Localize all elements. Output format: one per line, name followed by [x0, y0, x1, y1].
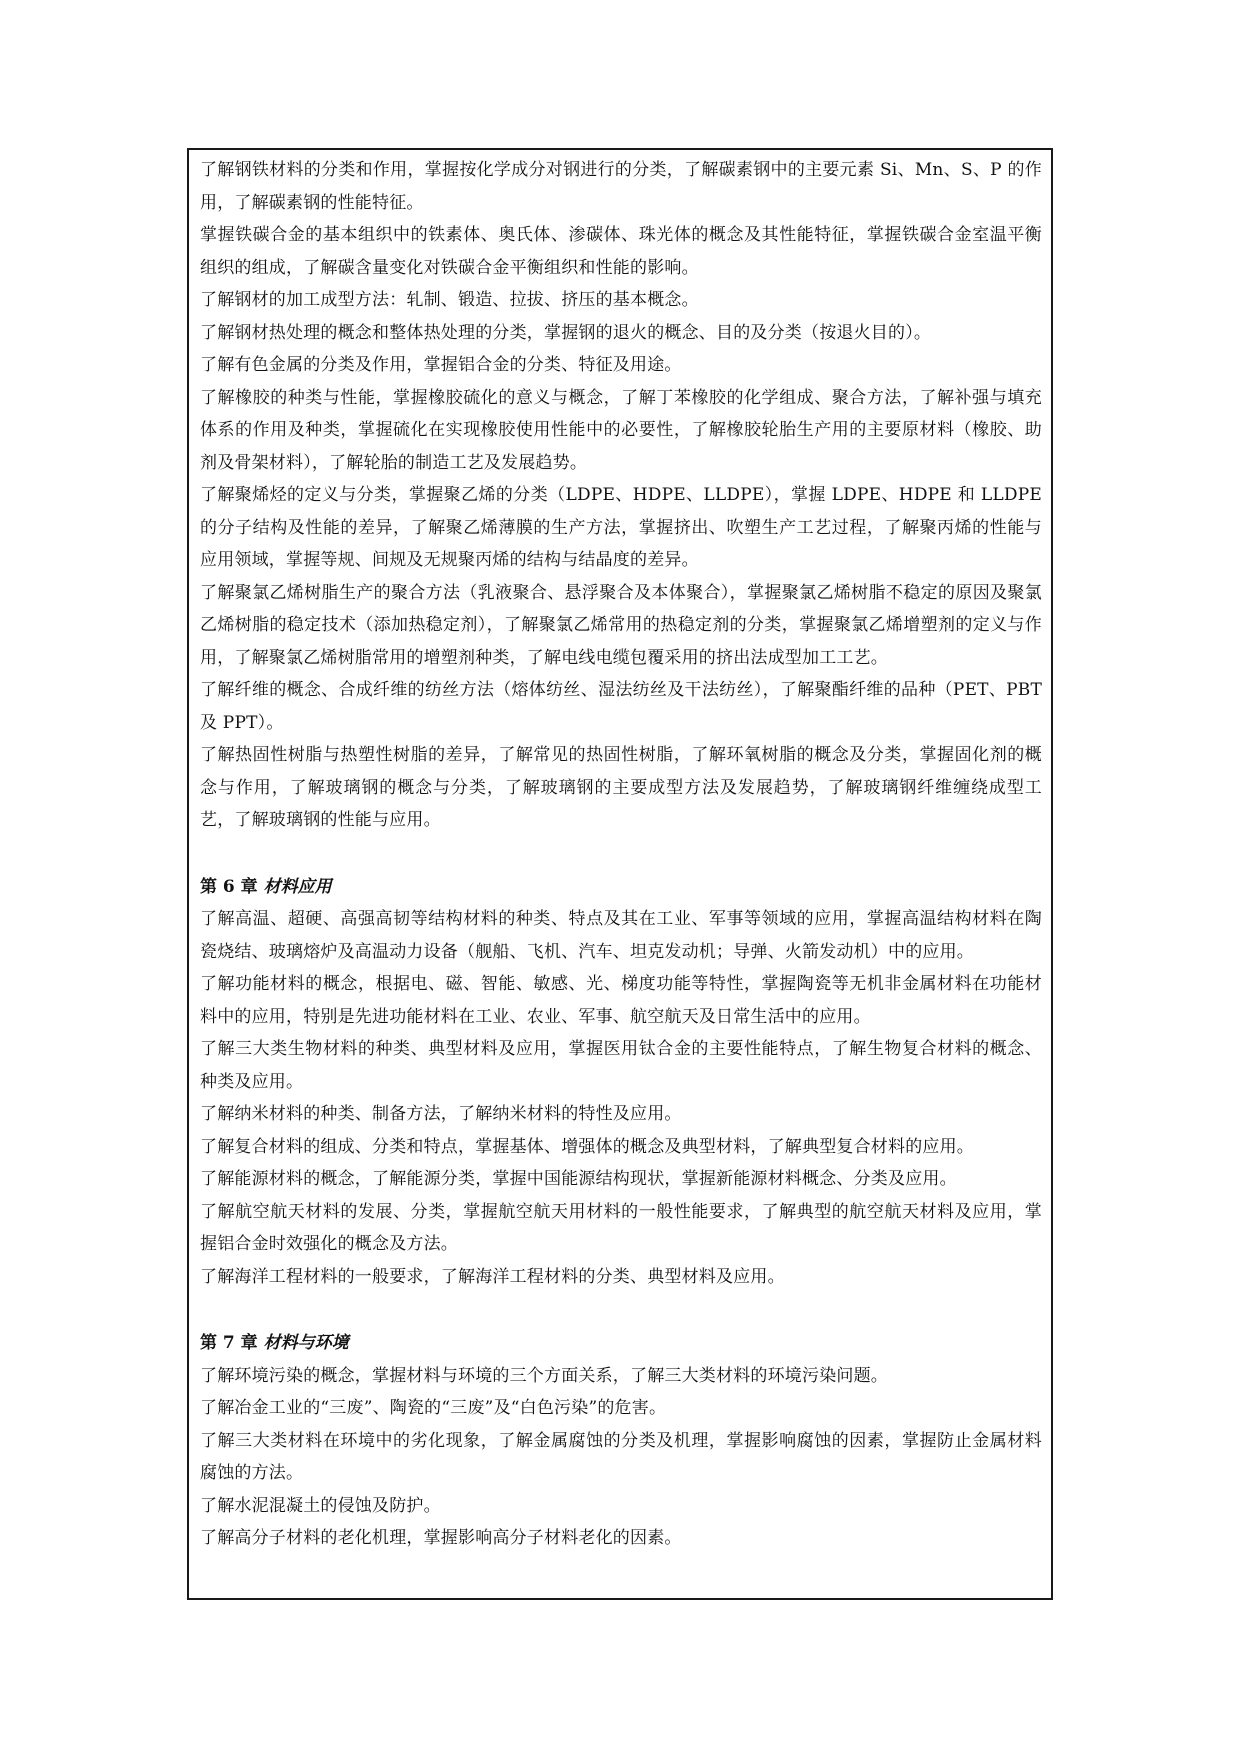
paragraph: 了解三大类生物材料的种类、典型材料及应用，掌握医用钛合金的主要性能特点，了解生物复合材料的概念、种类及应用。: [200, 1039, 1042, 1092]
chapter-heading: [200, 871, 1042, 904]
paragraph: 了解复合材料的组成、分类和特点，掌握基体、增强体的概念及典型材料，了解典型复合材料的应用。: [200, 1136, 974, 1157]
paragraph: 了解航空航天材料的发展、分类，掌握航空航天用材料的一般性能要求，了解典型的航空航天材料及应用，掌握铝合金时效强化的概念及方法。: [200, 1201, 1042, 1254]
chapter-number: 第 6 章: [200, 876, 258, 897]
paragraph: 了解纳米材料的种类、制备方法，了解纳米材料的特性及应用。: [200, 1104, 682, 1124]
paragraph: 了解有色金属的分类及作用，掌握铝合金的分类、特征及用途。: [200, 355, 682, 375]
syllabus-content: [200, 154, 1042, 1555]
chapter-heading: [200, 1327, 1042, 1360]
paragraph: 了解三大类材料在环境中的劣化现象，了解金属腐蚀的分类及机理，掌握影响腐蚀的因素，掌握防止金属材料腐蚀的方法。: [200, 1430, 1042, 1483]
spacer: [200, 1293, 1042, 1327]
paragraph: 了解热固性树脂与热塑性树脂的差异，了解常见的热固性树脂，了解环氧树脂的概念及分类，掌握固化剂的概念与作用，了解玻璃钢的概念与分类，了解玻璃钢的主要成型方法及发展趋势，了解玻璃钢纤维缠绕成型工艺，了解玻璃钢的性能与应用。: [200, 745, 1042, 830]
chapter-number: 第 7 章: [200, 1333, 258, 1353]
paragraph: 了解环境污染的概念，掌握材料与环境的三个方面关系，了解三大类材料的环境污染问题。: [200, 1365, 888, 1386]
paragraph: 了解聚氯乙烯树脂生产的聚合方法（乳液聚合、悬浮聚合及本体聚合），掌握聚氯乙烯树脂不稳定的原因及聚氯乙烯树脂的稳定技术（添加热稳定剂），了解聚氯乙烯常用的热稳定剂的分类，掌握聚氯乙烯增塑剂的定义与作用，了解聚氯乙烯树脂常用的增塑剂种类，了解电线电缆包覆采用的挤出法成型加工工艺。: [200, 582, 1042, 668]
paragraph: 了解聚烯烃的定义与分类，掌握聚乙烯的分类（LDPE、HDPE、LLDPE），掌握 LDPE、HDPE 和 LLDPE 的分子结构及性能的差异，了解聚乙烯薄膜的生产方法，掌握挤出、吹塑生产工艺过程，了解聚丙烯的性能与应用领域，掌握等规、间规及无规聚丙烯的结构与结晶度的差异。: [200, 485, 1042, 570]
paragraph: 了解高分子材料的老化机理，掌握影响高分子材料老化的因素。: [200, 1528, 682, 1548]
paragraph: 了解海洋工程材料的一般要求，了解海洋工程材料的分类、典型材料及应用。: [200, 1266, 785, 1287]
section5-continued: [200, 154, 1042, 837]
paragraph: 了解功能材料的概念，根据电、磁、智能、敏感、光、梯度功能等特性，掌握陶瓷等无机非金属材料在功能材料中的应用，特别是先进功能材料在工业、农业、军事、航空航天及日常生活中的应用。: [200, 974, 1042, 1027]
chapter-6: [200, 871, 1042, 1294]
paragraph: 了解水泥混凝土的侵蚀及防护。: [200, 1495, 441, 1516]
chapter-title: 材料应用: [263, 876, 332, 897]
paragraph: 了解钢材热处理的概念和整体热处理的分类，掌握钢的退火的概念、目的及分类（按退火目的）。: [200, 322, 932, 343]
paragraph: 掌握铁碳合金的基本组织中的铁素体、奥氏体、渗碳体、珠光体的概念及其性能特征，掌握铁碳合金室温平衡组织的组成，了解碳含量变化对铁碳合金平衡组织和性能的影响。: [200, 225, 1042, 278]
spacer: [200, 837, 1042, 871]
paragraph: 了解橡胶的种类与性能，掌握橡胶硫化的意义与概念，了解丁苯橡胶的化学组成、聚合方法，了解补强与填充体系的作用及种类，掌握硫化在实现橡胶使用性能中的必要性，了解橡胶轮胎生产用的主要原材料（橡胶、助剂及骨架材料），了解轮胎的制造工艺及发展趋势。: [200, 387, 1042, 473]
paragraph: 了解钢材的加工成型方法：轧制、锻造、拉拔、挤压的基本概念。: [200, 290, 699, 310]
paragraph: 了解钢铁材料的分类和作用，掌握按化学成分对钢进行的分类，了解碳素钢中的主要元素 Si、Mn、S、P 的作用，了解碳素钢的性能特征。: [200, 160, 1042, 213]
paragraph: 了解纤维的概念、合成纤维的纺丝方法（熔体纺丝、湿法纺丝及干法纺丝），了解聚酯纤维的品种（PET、PBT 及 PPT）。: [200, 680, 1042, 733]
chapter-title: 材料与环境: [263, 1333, 349, 1353]
paragraph: 了解高温、超硬、高强高韧等结构材料的种类、特点及其在工业、军事等领域的应用，掌握高温结构材料在陶瓷烧结、玻璃熔炉及高温动力设备（舰船、飞机、汽车、坦克发动机；导弹、火箭发动机）中的应用。: [200, 909, 1042, 962]
paragraph: 了解能源材料的概念，了解能源分类，掌握中国能源结构现状，掌握新能源材料概念、分类及应用。: [200, 1169, 957, 1189]
paragraph: 了解冶金工业的“三废”、陶瓷的“三废”及“白色污染”的危害。: [200, 1398, 667, 1418]
chapter-7: [200, 1327, 1042, 1555]
